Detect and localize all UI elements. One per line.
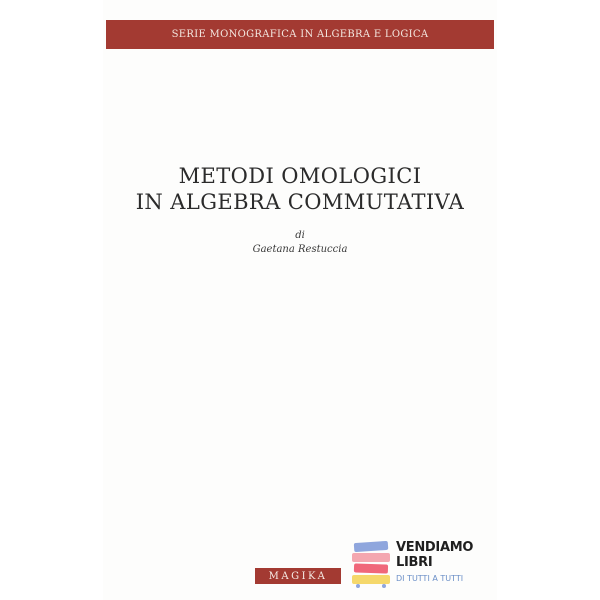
logo-word-libri: LIBRI (396, 555, 433, 570)
publisher-badge (255, 568, 341, 584)
book-cover (103, 0, 497, 600)
series-name: SERIE MONOGRAFICA IN ALGEBRA E LOGICA (171, 29, 429, 40)
series-band (106, 20, 494, 49)
book-title (103, 163, 497, 215)
title-line-1: METODI OMOLOGICI (178, 164, 422, 188)
book-stack-icon (350, 540, 392, 588)
logo-word-vendiamo: VENDIAMO (396, 540, 474, 555)
by-label: di (295, 230, 305, 241)
publisher-name: MAGIKA (268, 570, 328, 582)
vendiamo-libri-logo (350, 538, 480, 592)
title-line-2: IN ALGEBRA COMMUTATIVA (135, 190, 465, 214)
author-name: Gaetana Restuccia (252, 244, 348, 255)
logo-tagline: DI TUTTI A TUTTI (396, 574, 464, 583)
